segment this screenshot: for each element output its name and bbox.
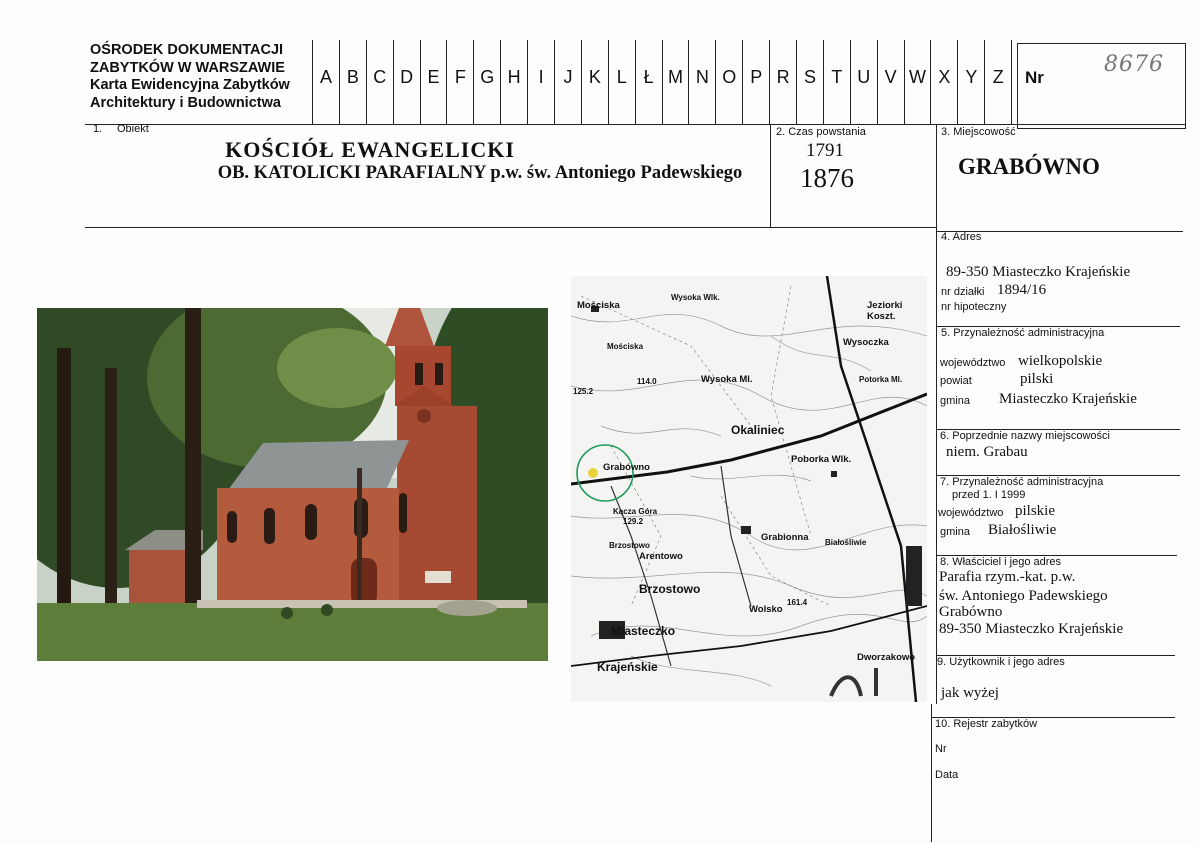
map-label: Grabionna <box>761 532 809 543</box>
object-subtitle: OB. KATOLICKI PARAFIALNY p.w. św. Antoniego Padewskiego <box>217 163 743 183</box>
date-year-original: 1791 <box>806 140 844 161</box>
voivodeship-before-value: pilskie <box>1015 503 1055 519</box>
map-label: Brzostowo <box>639 582 701 596</box>
plot-key: nr działki <box>941 286 985 298</box>
mortgage-key: nr hipoteczny <box>941 301 1007 313</box>
plot-value: 1894/16 <box>997 282 1047 298</box>
register-label: 10. Rejestr zabytków <box>935 718 1038 730</box>
place-value: GRABÓWNO <box>958 154 1100 179</box>
owner-line: Grabówno <box>939 604 1003 620</box>
owner-label: 8. Właściciel i jego adres <box>940 556 1062 568</box>
map-label: 114.0 <box>637 377 657 386</box>
location-map <box>571 276 927 702</box>
map-label: 161.4 <box>787 598 808 607</box>
index-letter: F <box>447 40 474 124</box>
admin-before-sub: przed 1. I 1999 <box>952 489 1026 501</box>
owner-line: św. Antoniego Padewskiego <box>939 588 1108 604</box>
index-letter: P <box>743 40 770 124</box>
map-label: Wysoka Ml. <box>701 374 753 385</box>
map-label: Miasteczko <box>611 624 676 638</box>
index-letter: N <box>689 40 716 124</box>
user-label: 9. Użytkownik i jego adres <box>937 656 1065 668</box>
map-label: Arentowo <box>639 551 683 562</box>
user-value: jak wyżej <box>941 685 999 701</box>
index-letter: A <box>313 40 340 124</box>
owner-line: 89-350 Miasteczko Krajeńskie <box>939 621 1124 637</box>
commune-key: gmina <box>940 395 970 407</box>
map-label: Dworzakowo <box>857 652 916 663</box>
header-divider <box>85 124 1185 125</box>
index-letter: T <box>824 40 851 124</box>
index-letter-strip <box>312 40 1012 124</box>
index-letter: Y <box>958 40 985 124</box>
institution-line: OŚRODEK DOKUMENTACJI <box>90 42 284 58</box>
institution-line: Karta Ewidencyjna Zabytków <box>90 77 290 93</box>
admin-label: 5. Przynależność administracyjna <box>941 327 1105 339</box>
map-label: Mościska <box>577 300 620 311</box>
map-label: 129.2 <box>623 517 644 526</box>
index-letter: C <box>367 40 394 124</box>
map-label: Białośliwie <box>825 538 867 547</box>
index-letter: U <box>851 40 878 124</box>
object-number: 1. <box>93 123 103 135</box>
date-label: 2. Czas powstania <box>776 126 866 138</box>
index-letter: X <box>931 40 958 124</box>
register-date-key: Data <box>935 769 959 781</box>
right-column-divider <box>936 124 937 704</box>
date-year-rebuilt: 1876 <box>800 163 854 193</box>
previous-names-value: niem. Grabau <box>946 444 1028 460</box>
commune-before-key: gmina <box>940 526 970 538</box>
map-label: Kącza Góra <box>613 507 658 516</box>
map-label: Wysoka Wlk. <box>671 293 720 302</box>
map-label: Brzostowo <box>609 541 650 550</box>
index-letter: Ł <box>636 40 663 124</box>
object-divider <box>85 227 937 228</box>
index-letter: H <box>501 40 528 124</box>
institution-name <box>90 42 290 112</box>
index-letter: M <box>663 40 690 124</box>
county-key: powiat <box>940 375 972 387</box>
card-number-handwritten: 8676 <box>1104 52 1164 77</box>
map-label: Potorka Ml. <box>859 375 903 384</box>
object-title: KOŚCIÓŁ EWANGELICKI <box>225 137 515 162</box>
voivodeship-before-key: województwo <box>938 507 1004 519</box>
index-letter: S <box>797 40 824 124</box>
map-label: Poborka Wlk. <box>791 454 852 465</box>
index-letter: O <box>716 40 743 124</box>
index-letter: G <box>474 40 501 124</box>
map-label: Wysoczka <box>843 337 889 348</box>
owner-line: Parafia rzym.-kat. p.w. <box>939 569 1076 585</box>
map-label: Grabówno <box>603 462 650 473</box>
address-line: 89-350 Miasteczko Krajeńskie <box>946 264 1131 280</box>
index-letter: L <box>609 40 636 124</box>
map-label: Jeziorki Koszt. <box>867 300 903 322</box>
map-label: Mościska <box>607 342 644 351</box>
index-letter: B <box>340 40 367 124</box>
previous-names-label: 6. Poprzednie nazwy miejscowości <box>940 430 1110 442</box>
commune-value: Miasteczko Krajeńskie <box>999 391 1137 407</box>
map-label: Krajeńskie <box>597 660 658 674</box>
map-label: 125.2 <box>573 387 594 396</box>
place-label: 3. Miejscowość <box>941 126 1016 138</box>
index-letter: K <box>582 40 609 124</box>
voivodeship-key: województwo <box>940 357 1006 369</box>
index-letter: W <box>905 40 932 124</box>
register-nr-key: Nr <box>935 743 947 755</box>
index-letter: Z <box>985 40 1012 124</box>
object-label: Obiekt <box>117 123 149 135</box>
map-label: Wolsko <box>749 604 783 615</box>
commune-before-value: Białośliwie <box>988 522 1057 538</box>
index-letter: I <box>528 40 555 124</box>
index-letter: R <box>770 40 797 124</box>
church-photo <box>37 308 548 661</box>
institution-line: Architektury i Budownictwa <box>90 94 281 111</box>
index-letter: V <box>878 40 905 124</box>
address-label: 4. Adres <box>941 231 982 243</box>
index-letter: J <box>555 40 582 124</box>
index-letter: E <box>421 40 448 124</box>
institution-line: ZABYTKÓW W WARSZAWIE <box>90 59 285 76</box>
index-letter: D <box>394 40 421 124</box>
voivodeship-value: wielkopolskie <box>1018 353 1103 369</box>
register-divider <box>931 704 932 842</box>
county-value: pilski <box>1020 371 1054 387</box>
map-label: Okaliniec <box>731 423 785 437</box>
admin-before-label: 7. Przynależność administracyjna <box>940 476 1104 488</box>
card-number-label: Nr <box>1025 68 1044 87</box>
